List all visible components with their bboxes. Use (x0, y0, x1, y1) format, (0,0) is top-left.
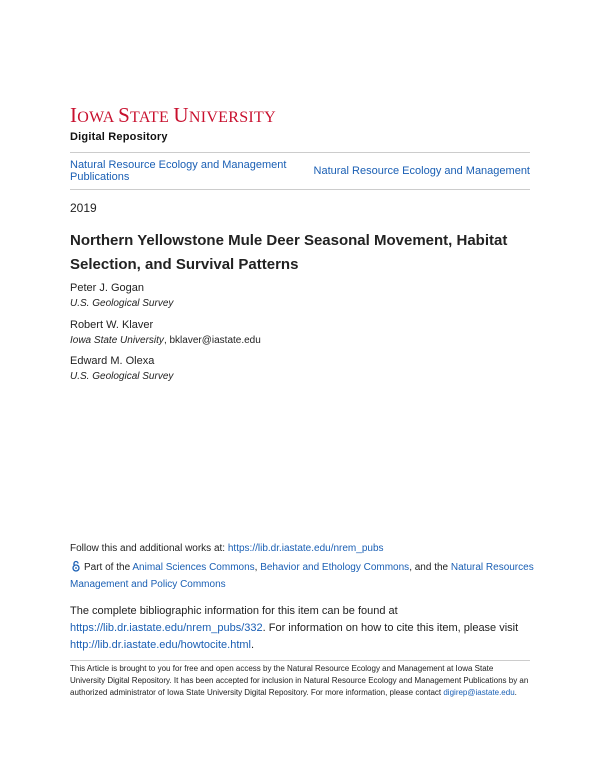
commons-link-animal-sciences[interactable]: Animal Sciences Commons (132, 562, 255, 573)
author-entry (70, 281, 173, 311)
contact-email-link[interactable]: digirep@iastate.edu (443, 688, 515, 697)
nav-link-publications[interactable]: Natural Resource Ecology and Management Publications (70, 159, 287, 183)
follow-line: Follow this and additional works at: https://lib.dr.iastate.edu/nrem_pubs (70, 543, 384, 554)
university-logo (70, 104, 276, 143)
citation-info: The complete bibliographic information for this item can be found at https://lib.dr.iastate.edu/nrem_pubs/332. For information on how to cite this item, please visit http://lib.dr.iastate.edu/howtocite.html. (70, 605, 519, 651)
howtocite-link[interactable]: http://lib.dr.iastate.edu/howtocite.html (70, 639, 251, 651)
author-affiliation: U.S. Geological Survey (70, 298, 174, 309)
author-affiliation: Iowa State University (70, 335, 164, 346)
author-name: Robert W. Klaver (70, 319, 154, 331)
commons-link-natural-resources[interactable]: Natural Resources Management and Policy Commons (70, 562, 534, 590)
logo-repository: Digital Repository (70, 131, 168, 143)
author-entry (70, 318, 261, 348)
nav-link-department[interactable]: Natural Resource Ecology and Management (313, 165, 530, 177)
item-link[interactable]: https://lib.dr.iastate.edu/nrem_pubs/332 (70, 622, 263, 634)
logo-wordmark: IOWA STATE UNIVERSITY (70, 103, 276, 127)
author-entry (70, 354, 173, 384)
collection-nav (70, 152, 530, 190)
commons-link-behavior-ethology[interactable]: Behavior and Ethology Commons (260, 562, 410, 573)
open-access-icon (70, 560, 82, 572)
author-name: Edward M. Olexa (70, 355, 155, 367)
article-title: Northern Yellowstone Mule Deer Seasonal Movement, Habitat Selection, and Survival Patterns (70, 232, 508, 273)
footer-notice: This Article is brought to you for free and open access by the Natural Resource Ecology and Management at Iowa State University Digital Repository. It has been accepted for inclusion in Natural Resource Ecology and Management Publications by an authorized administrator of Iowa State University Digital Repository. For more information, please contact digirep@iastate.edu. (70, 660, 530, 699)
part-of-line: Part of the Animal Sciences Commons, Behavior and Ethology Commons, and the Natural Resources Management and Policy Commons (70, 562, 534, 590)
author-name: Peter J. Gogan (70, 282, 144, 294)
publication-year: 2019 (70, 201, 97, 215)
author-affiliation: U.S. Geological Survey (70, 371, 174, 382)
author-email: , bklaver@iastate.edu (163, 335, 261, 346)
follow-link[interactable]: https://lib.dr.iastate.edu/nrem_pubs (227, 543, 384, 554)
